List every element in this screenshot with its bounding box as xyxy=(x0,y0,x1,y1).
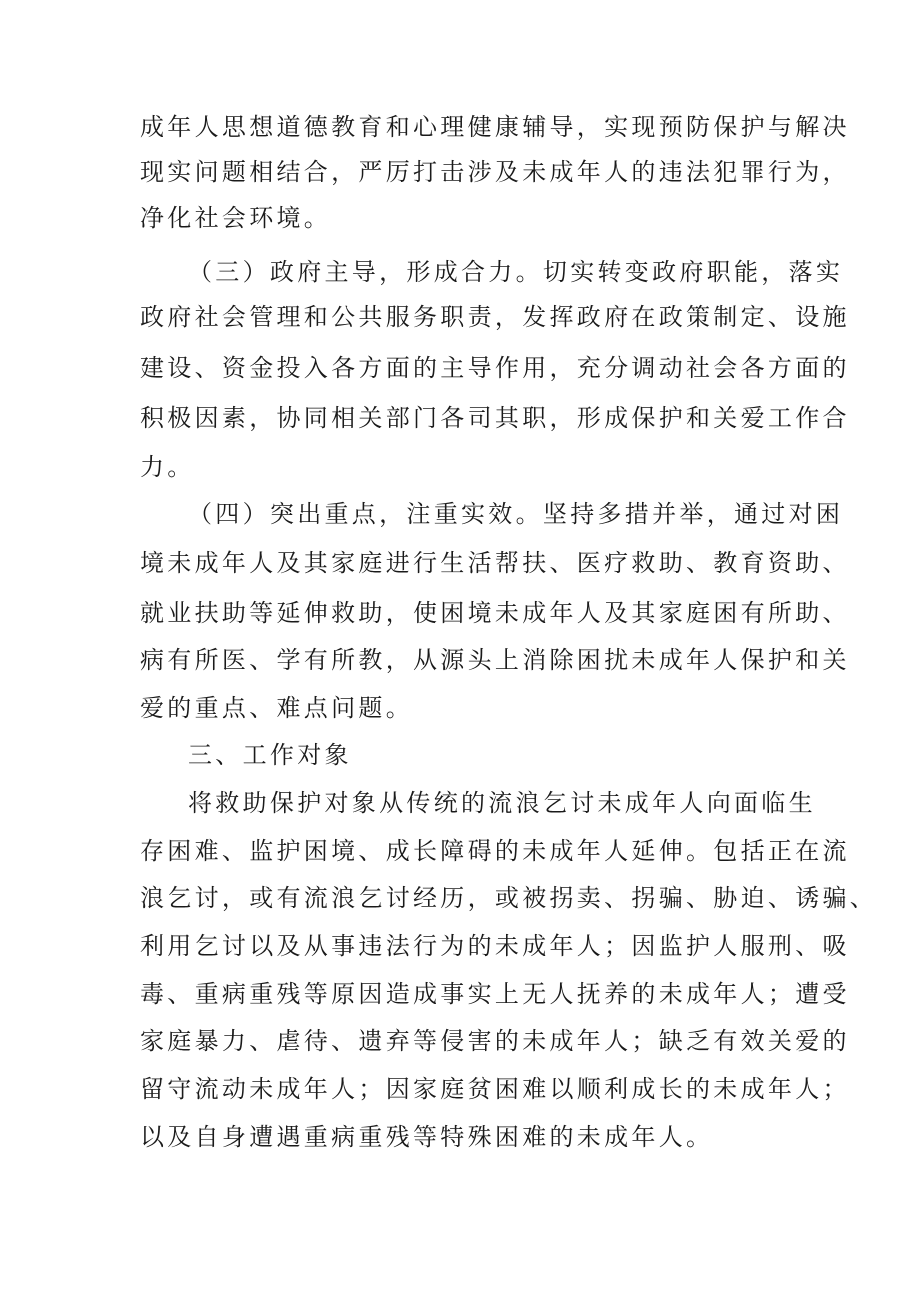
text-line: 净化社会环境。 xyxy=(140,204,332,232)
text-line: 以及自身遭遇重病重残等特殊困难的未成年人。 xyxy=(140,1123,714,1151)
text-line: 政府社会管理和公共服务职责，发挥政府在政策制定、设施 xyxy=(140,303,850,331)
text-line: 病有所医、学有所教，从源头上消除困扰未成年人保护和关 xyxy=(140,646,850,674)
text-line: 爱的重点、难点问题。 xyxy=(140,694,413,722)
text-line: 境未成年人及其家庭进行生活帮扶、医疗救助、教育资助、 xyxy=(140,549,850,577)
text-line: 存困难、监护困境、成长障碍的未成年人延伸。包括正在流 xyxy=(140,837,850,865)
text-line: 留守流动未成年人；因家庭贫困难以顺利成长的未成年人； xyxy=(140,1075,850,1103)
text-line: 将救助保护对象从传统的流浪乞讨未成年人向面临生 xyxy=(188,789,816,817)
text-line: 力。 xyxy=(140,453,195,481)
text-line: 利用乞讨以及从事违法行为的未成年人；因监护人服刑、吸 xyxy=(140,932,850,960)
text-line: 就业扶助等延伸救助，使困境未成年人及其家庭困有所助、 xyxy=(140,599,850,627)
section-heading-work-targets: 三、工作对象 xyxy=(188,741,352,769)
text-line: 成年人思想道德教育和心理健康辅导，实现预防保护与解决 xyxy=(140,113,850,141)
text-line: 现实问题相结合，严厉打击涉及未成年人的违法犯罪行为， xyxy=(140,158,850,186)
text-line: 家庭暴力、虐待、遗弃等侵害的未成年人；缺乏有效关爱的 xyxy=(140,1027,850,1055)
text-line: 积极因素，协同相关部门各司其职，形成保护和关爱工作合 xyxy=(140,404,850,432)
section-four-heading-line: （四）突出重点，注重实效。坚持多措并举，通过对困 xyxy=(188,500,844,528)
text-line: 浪乞讨，或有流浪乞讨经历，或被拐卖、拐骗、胁迫、诱骗、 xyxy=(140,884,878,912)
text-line: 毒、重病重残等原因造成事实上无人抚养的未成年人；遭受 xyxy=(140,980,850,1008)
section-three-heading-line: （三）政府主导，形成合力。切实转变政府职能，落实 xyxy=(188,258,844,286)
text-line: 建设、资金投入各方面的主导作用，充分调动社会各方面的 xyxy=(140,354,850,382)
